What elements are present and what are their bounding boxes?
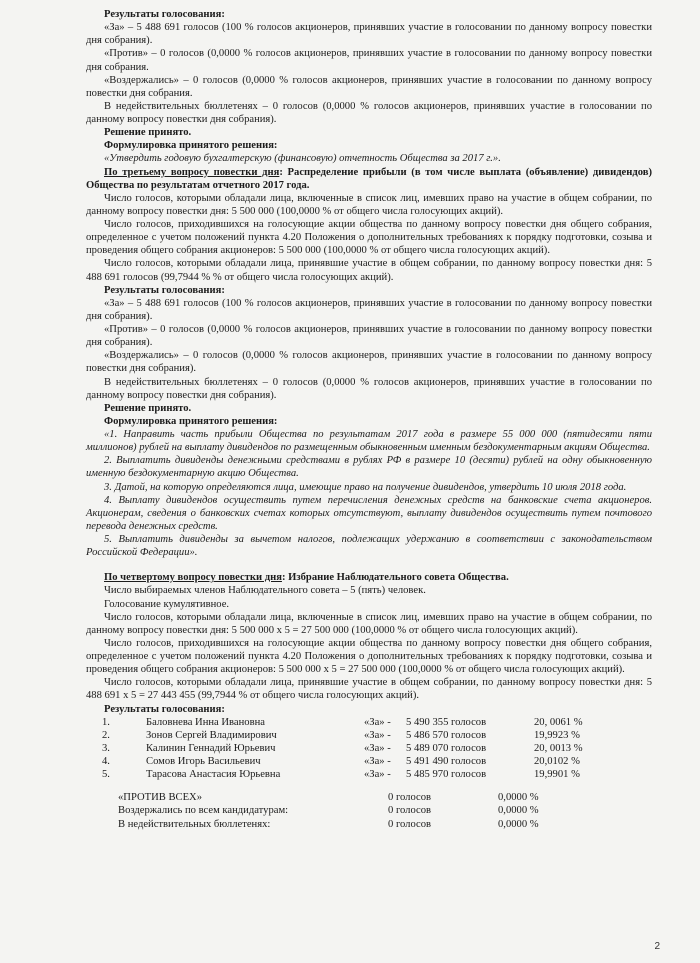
candidates-table [96, 716, 614, 782]
wording-heading: Формулировка принятого решения: [104, 140, 278, 152]
total-label: В недействительных бюллетенях: [118, 818, 271, 830]
votes-quorum: Число голосов, приходившихся на голосующие акции общества по данному вопросу повестки дня общего собрания, определенное с учетом положений пункта 4.20 Положения о дополнительных требованиях к порядку подготовки, созыва и проведения общего собрания акционеров: 5 500 000 х 5 = 27 500 000 (100,0000 % от общего числа голосующих акций). [86, 637, 652, 676]
decision-text: Решение принято. [104, 127, 192, 139]
results-heading: Результаты голосования: [104, 9, 225, 20]
total-percent: 0,0000 % [498, 792, 539, 804]
table-row [118, 818, 539, 831]
candidate-number: 3. [102, 742, 110, 754]
vote-label: «За» - [364, 756, 391, 767]
totals-table [118, 791, 539, 830]
candidate-name: Зонов Сергей Владимирович [146, 729, 277, 741]
table-row [96, 742, 614, 755]
vote-label: «За» - [364, 769, 391, 781]
wording-item-1: «1. Направить часть прибыли Общества по результатам 2017 года в размере 55 000 000 (пятидесяти пяти миллионов) рублей на выплату дивидендов по размещенным обыкновенным именным бездокументарным акциям Общества. [86, 429, 652, 454]
question-3-title-underlined: По третьему вопросу повестки дня [104, 166, 280, 178]
candidate-votes: 5 486 570 голосов [406, 729, 487, 741]
vote-for: «За» – 5 488 691 голосов (100 % голосов акционеров, принявших участие в голосовании по данному вопросу повестки дня собрания). [86, 22, 652, 47]
document-page [86, 8, 652, 831]
vote-invalid: В недействительных бюллетенях – 0 голосов (0,0000 % голосов акционеров, принявших участие в голосовании по данному вопросу повестки дня собрания). [86, 100, 652, 125]
results-heading: Результаты голосования: [104, 284, 225, 296]
vote-abstain: «Воздержались» – 0 голосов (0,0000 % голосов акционеров, принявших участие в голосовании по данному вопросу повестки дня собрания. [86, 74, 652, 99]
candidate-number: 5. [102, 769, 110, 781]
candidate-percent: 20,0102 % [534, 756, 580, 767]
candidate-percent: 19,9901 % [534, 769, 580, 781]
total-label: «ПРОТИВ ВСЕХ» [118, 792, 203, 804]
wording-item-4: 4. Выплату дивидендов осуществить путем перечисления денежных средств на банковские счета акционеров. Акционерам, сведения о банковских счетах которых отсутствуют, выплату дивидендов осуществить путем почтового перевода денежных средств. [86, 494, 652, 532]
wording-item-3: 3. Датой, на которую определяются лица, имеющие право на получение дивидендов, утвердить 10 июля 2018 года. [104, 481, 627, 493]
voting-method: Голосование кумулятивное. [104, 598, 230, 610]
wording-item-5: 5. Выплатить дивиденды за вычетом налогов, подлежащих удержанию в соответствии с законодательством Российской Федерации». [86, 534, 652, 559]
total-percent: 0,0000 % [498, 805, 539, 817]
wording-heading: Формулировка принятого решения: [104, 415, 278, 427]
votes-entitled: Число голосов, которыми обладали лица, включенные в список лиц, имевших право на участие в общем собрании, по данному вопросу повестки дня: 5 500 000 (100,0000 % от общего числа голосующих акций). [86, 192, 652, 217]
decision-text: Решение принято. [104, 402, 192, 414]
candidate-number: 2. [102, 729, 110, 741]
votes-entitled: Число голосов, которыми обладали лица, включенные в список лиц, имевших право на участие в общем собрании, по данному вопросу повестки дня: 5 500 000 х 5 = 27 500 000 (100,0000 % от общего числа голосующих акций). [86, 611, 652, 636]
total-votes: 0 голосов [388, 805, 432, 817]
votes-quorum: Число голосов, приходившихся на голосующие акции общества по данному вопросу повестки дня общего собрания, определенное с учетом положений пункта 4.20 Положения о дополнительных требованиях к порядку подготовки, созыва и проведения общего собрания акционеров: 5 500 000 (100,0000 % от общего числа голосующих акций). [86, 219, 652, 257]
vote-for: «За» – 5 488 691 голосов (100 % голосов акционеров, принявших участие в голосовании по данному вопросу повестки дня собрания). [86, 297, 652, 322]
votes-participated: Число голосов, которыми обладали лица, принявшие участие в общем собрании, по данному вопросу повестки дня: 5 488 691 х 5 = 27 443 455 (99,7944 % от общего числа голосующих акций). [86, 677, 652, 702]
table-row [96, 768, 614, 781]
vote-invalid: В недействительных бюллетенях – 0 голосов (0,0000 % голосов акционеров, принявших участие в голосовании по данному вопросу повестки дня собрания). [86, 376, 652, 401]
candidate-percent: 19,9923 % [534, 729, 580, 741]
question-4-title-underlined: По четвертому вопросу повестки дня [104, 572, 282, 584]
question-4-title-rest: : Избрание Наблюдательного совета Общества. [281, 572, 509, 584]
vote-abstain: «Воздержались» – 0 голосов (0,0000 % голосов акционеров, принявших участие в голосовании по данному вопросу повестки дня собрания). [86, 350, 652, 375]
candidate-name: Баловнева Инна Ивановна [146, 716, 265, 728]
page-number: 2 [654, 940, 660, 952]
question-4-title [86, 571, 652, 584]
members-count: Число выбираемых членов Наблюдательного совета – 5 (пять) человек. [104, 585, 426, 597]
total-votes: 0 голосов [388, 792, 432, 804]
candidate-percent: 20, 0061 % [534, 716, 583, 728]
results-heading: Результаты голосования: [104, 703, 225, 715]
candidate-name: Сомов Игорь Васильевич [146, 756, 261, 767]
total-percent: 0,0000 % [498, 818, 539, 830]
candidate-name: Тарасова Анастасия Юрьевна [146, 769, 281, 781]
candidate-votes: 5 489 070 голосов [406, 742, 487, 754]
vote-label: «За» - [364, 729, 391, 741]
votes-participated: Число голосов, которыми обладали лица, принявшие участие в общем собрании, по данному вопросу повестки дня: 5 488 691 голосов (99,7944 % % от общего числа голосующих акций). [86, 258, 652, 283]
candidate-number: 1. [102, 716, 110, 728]
wording-item-2: 2. Выплатить дивиденды денежными средствами в рублях РФ в размере 10 (десяти) рублей на одну обыкновенную именную бездокументарную акцию Общества. [86, 455, 652, 480]
candidate-percent: 20, 0013 % [534, 742, 583, 754]
total-votes: 0 голосов [388, 818, 432, 830]
candidate-votes: 5 491 490 голосов [406, 756, 487, 767]
table-row [96, 716, 614, 729]
question-3-title [86, 166, 652, 192]
vote-label: «За» - [364, 716, 391, 728]
candidate-votes: 5 485 970 голосов [406, 769, 487, 781]
vote-label: «За» - [364, 742, 391, 754]
table-row [96, 755, 614, 768]
question-3-title-rest: : Распределение прибыли (в том числе выплата (объявление) дивидендов) Общества по результатам отчетного 2017 года. [86, 166, 652, 191]
total-label: Воздержались по всем кандидатурам: [118, 805, 289, 817]
decision-wording: «Утвердить годовую бухгалтерскую (финансовую) отчетность Общества за 2017 г.». [104, 153, 501, 165]
table-row [118, 804, 539, 817]
table-row [96, 729, 614, 742]
vote-against: «Против» – 0 голосов (0,0000 % голосов акционеров, принявших участие в голосовании по данному вопросу повестки дня собрания. [86, 48, 652, 73]
candidate-number: 4. [102, 756, 110, 767]
table-row [118, 791, 539, 804]
vote-against: «Против» – 0 голосов (0,0000 % голосов акционеров, принявших участие в голосовании по данному вопросу повестки дня собрания). [86, 324, 652, 349]
candidate-name: Калинин Геннадий Юрьевич [146, 742, 276, 754]
candidate-votes: 5 490 355 голосов [406, 716, 487, 728]
